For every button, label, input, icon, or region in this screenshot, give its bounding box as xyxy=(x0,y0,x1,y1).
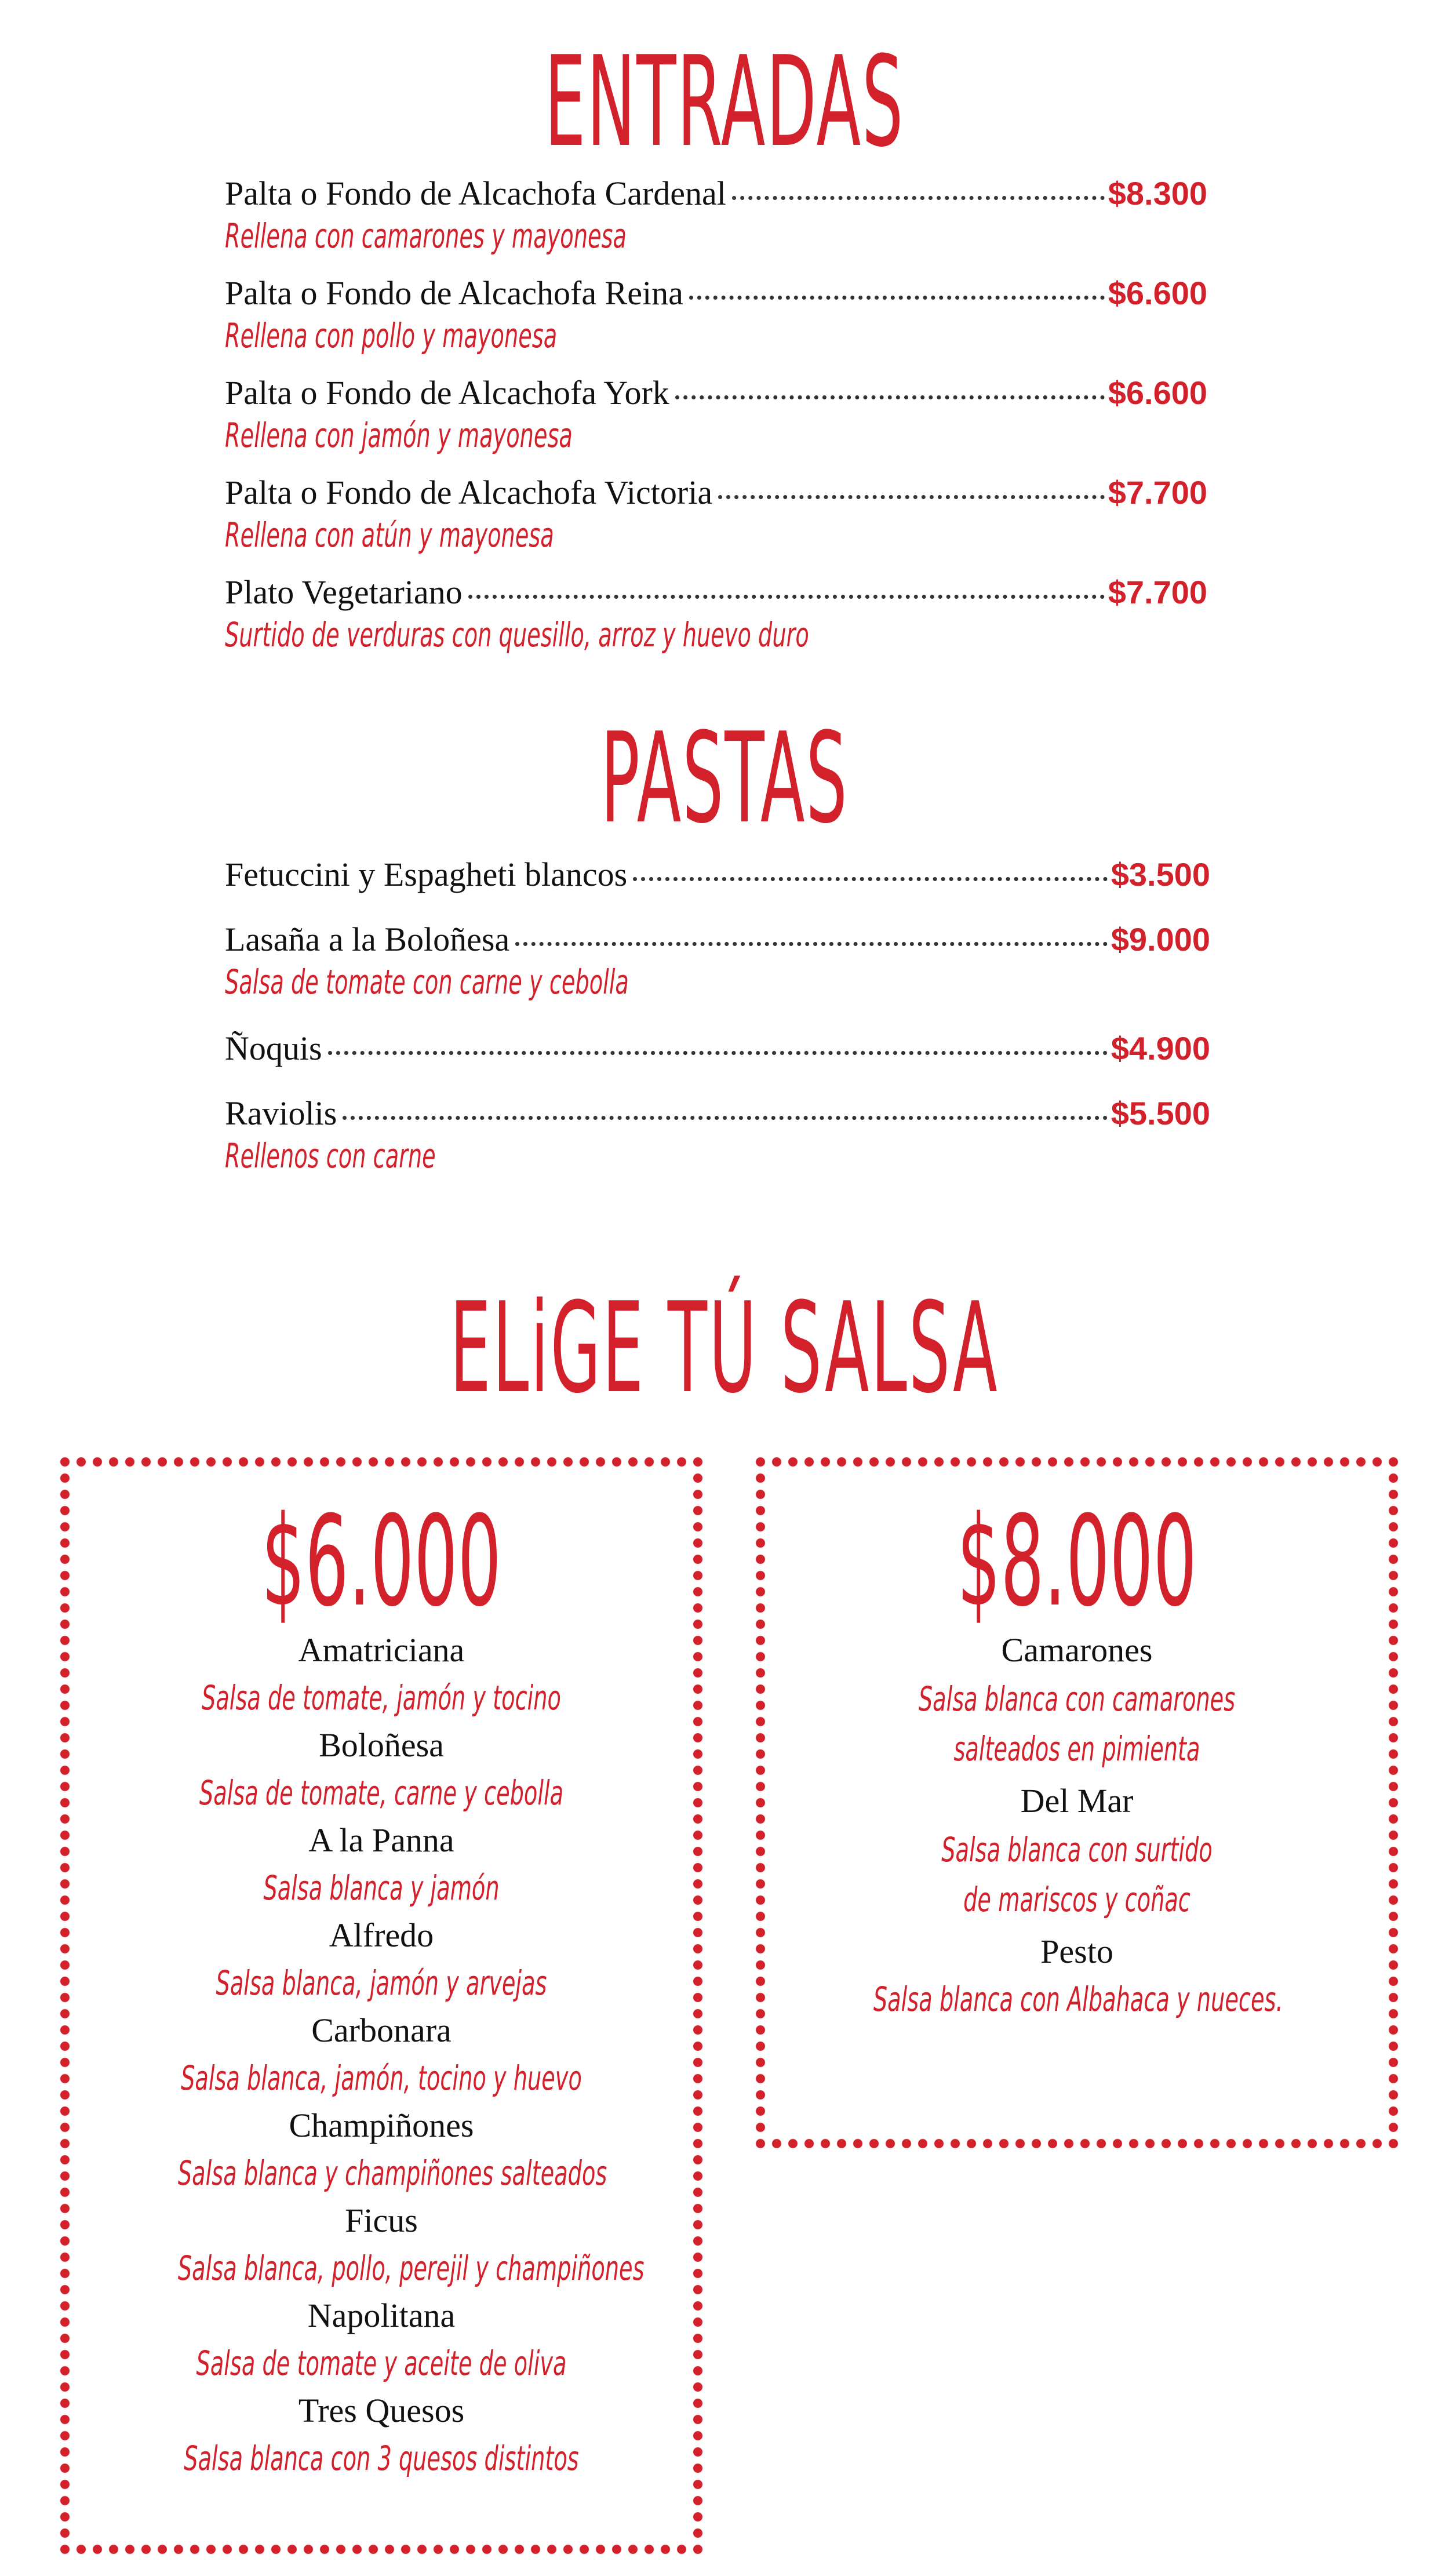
dot-leader xyxy=(343,1116,1107,1120)
menu-item xyxy=(225,274,1207,373)
sauce-name: Carbonara xyxy=(311,2011,452,2049)
menu-item xyxy=(225,473,1207,573)
item-price: $7.700 xyxy=(1108,474,1207,511)
dot-leader xyxy=(689,296,1105,300)
dot-leader xyxy=(515,942,1108,946)
item-price: $4.900 xyxy=(1111,1030,1210,1067)
sauce-name: Del Mar xyxy=(1020,1782,1134,1820)
item-name: Palta o Fondo de Alcachofa Cardenal xyxy=(225,174,726,212)
sauce-item xyxy=(73,2292,690,2387)
sauce-description: Salsa blanca, jamón y arvejas xyxy=(216,1963,547,2003)
entradas-list xyxy=(225,174,1207,672)
item-price: $6.600 xyxy=(1108,374,1207,411)
sauce-name: A la Panna xyxy=(308,1821,454,1859)
sauce-name: Ficus xyxy=(345,2202,418,2239)
sauce-description: Salsa blanca con surtido de mariscos y coñac xyxy=(941,1830,1213,1919)
item-name: Ñoquis xyxy=(225,1029,322,1067)
item-price: $9.000 xyxy=(1111,921,1210,958)
sauce-name: Napolitana xyxy=(307,2297,456,2334)
item-price: $3.500 xyxy=(1111,856,1210,893)
sauce-box-content xyxy=(73,1470,690,2541)
sauce-description: Salsa de tomate y aceite de oliva xyxy=(196,2344,567,2383)
pastas-list xyxy=(225,855,1210,1203)
sauce-description: Salsa blanca con 3 quesos distintos xyxy=(184,2439,579,2478)
dot-leader xyxy=(328,1051,1108,1055)
sauce-item xyxy=(73,1912,690,2007)
sauce-name: Pesto xyxy=(1040,1933,1113,1970)
section-title-pastas: PASTAS xyxy=(600,705,849,851)
dot-leader xyxy=(675,395,1105,399)
item-description: Rellenos con carne xyxy=(225,1136,436,1176)
menu-item xyxy=(225,920,1210,1029)
sauce-description: Salsa blanca con Albahaca y nueces. xyxy=(873,1980,1283,2019)
sauce-item xyxy=(73,1722,690,1817)
item-name: Palta o Fondo de Alcachofa Reina xyxy=(225,274,683,312)
sauce-item xyxy=(769,1627,1385,1774)
sauce-item xyxy=(73,2007,690,2102)
menu-item xyxy=(225,373,1207,473)
item-price: $5.500 xyxy=(1111,1095,1210,1131)
sauce-description: Salsa blanca y jamón xyxy=(263,1868,500,1908)
sauce-name: Camarones xyxy=(1001,1631,1153,1669)
item-name: Plato Vegetariano xyxy=(225,573,463,611)
sauce-list xyxy=(769,1627,1385,2023)
menu-item xyxy=(225,1094,1210,1203)
sauce-item xyxy=(769,1777,1385,1924)
box-price: $8.000 xyxy=(957,1489,1197,1634)
menu-item xyxy=(225,573,1207,672)
dot-leader xyxy=(468,595,1105,599)
menu-item xyxy=(225,1029,1210,1094)
sauce-box-6000 xyxy=(57,1454,706,2557)
sauce-name: Tres Quesos xyxy=(298,2392,465,2429)
sauce-name: Alfredo xyxy=(329,1916,434,1954)
item-name: Lasaña a la Boloñesa xyxy=(225,920,510,958)
item-price: $8.300 xyxy=(1108,175,1207,212)
menu-item xyxy=(225,174,1207,274)
sauce-description: Salsa blanca con camarones salteados en pimienta xyxy=(918,1679,1236,1769)
item-name: Palta o Fondo de Alcachofa York xyxy=(225,374,669,412)
dot-leader xyxy=(633,877,1108,881)
item-price: $7.700 xyxy=(1108,574,1207,610)
sauce-name: Champiñones xyxy=(289,2106,474,2144)
sauce-item xyxy=(73,2102,690,2197)
item-name: Palta o Fondo de Alcachofa Victoria xyxy=(225,474,713,511)
box-price: $6.000 xyxy=(261,1489,501,1634)
item-name: Raviolis xyxy=(225,1094,337,1132)
sauce-description: Salsa blanca, jamón, tocino y huevo xyxy=(181,2058,582,2098)
sauce-item xyxy=(769,1928,1385,2023)
sauce-description: Salsa de tomate, jamón y tocino xyxy=(202,1678,561,1718)
item-description: Rellena con atún y mayonesa xyxy=(225,515,554,555)
sauce-description: Salsa blanca y champiñones salteados xyxy=(177,2153,607,2193)
section-title-entradas: ENTRADAS xyxy=(544,29,905,174)
sauce-item xyxy=(73,2197,690,2292)
dot-leader xyxy=(732,196,1105,200)
sauce-name: Amatriciana xyxy=(298,1631,465,1669)
section-title-salsa: ELiGE TÚ SALSA xyxy=(450,1275,999,1421)
sauce-item xyxy=(73,1627,690,1722)
menu-item xyxy=(225,855,1210,920)
sauce-name: Boloñesa xyxy=(319,1726,444,1764)
item-description: Rellena con jamón y mayonesa xyxy=(225,416,573,455)
sauce-description: Salsa blanca, pollo, perejil y champiñones xyxy=(177,2248,645,2288)
sauce-description: Salsa de tomate, carne y cebolla xyxy=(199,1773,564,1813)
sauce-box-content xyxy=(769,1470,1385,2135)
dot-leader xyxy=(718,495,1105,499)
sauce-item xyxy=(73,1817,690,1912)
sauce-list xyxy=(73,1627,690,2482)
item-price: $6.600 xyxy=(1108,275,1207,311)
item-description: Rellena con pollo y mayonesa xyxy=(225,316,558,355)
item-description: Rellena con camarones y mayonesa xyxy=(225,216,627,256)
sauce-box-8000 xyxy=(752,1454,1401,2152)
item-description: Surtido de verduras con quesillo, arroz y huevo duro xyxy=(225,615,809,654)
sauce-item xyxy=(73,2387,690,2482)
item-name: Fetuccini y Espagheti blancos xyxy=(225,856,628,893)
item-description: Salsa de tomate con carne y cebolla xyxy=(225,962,629,1002)
